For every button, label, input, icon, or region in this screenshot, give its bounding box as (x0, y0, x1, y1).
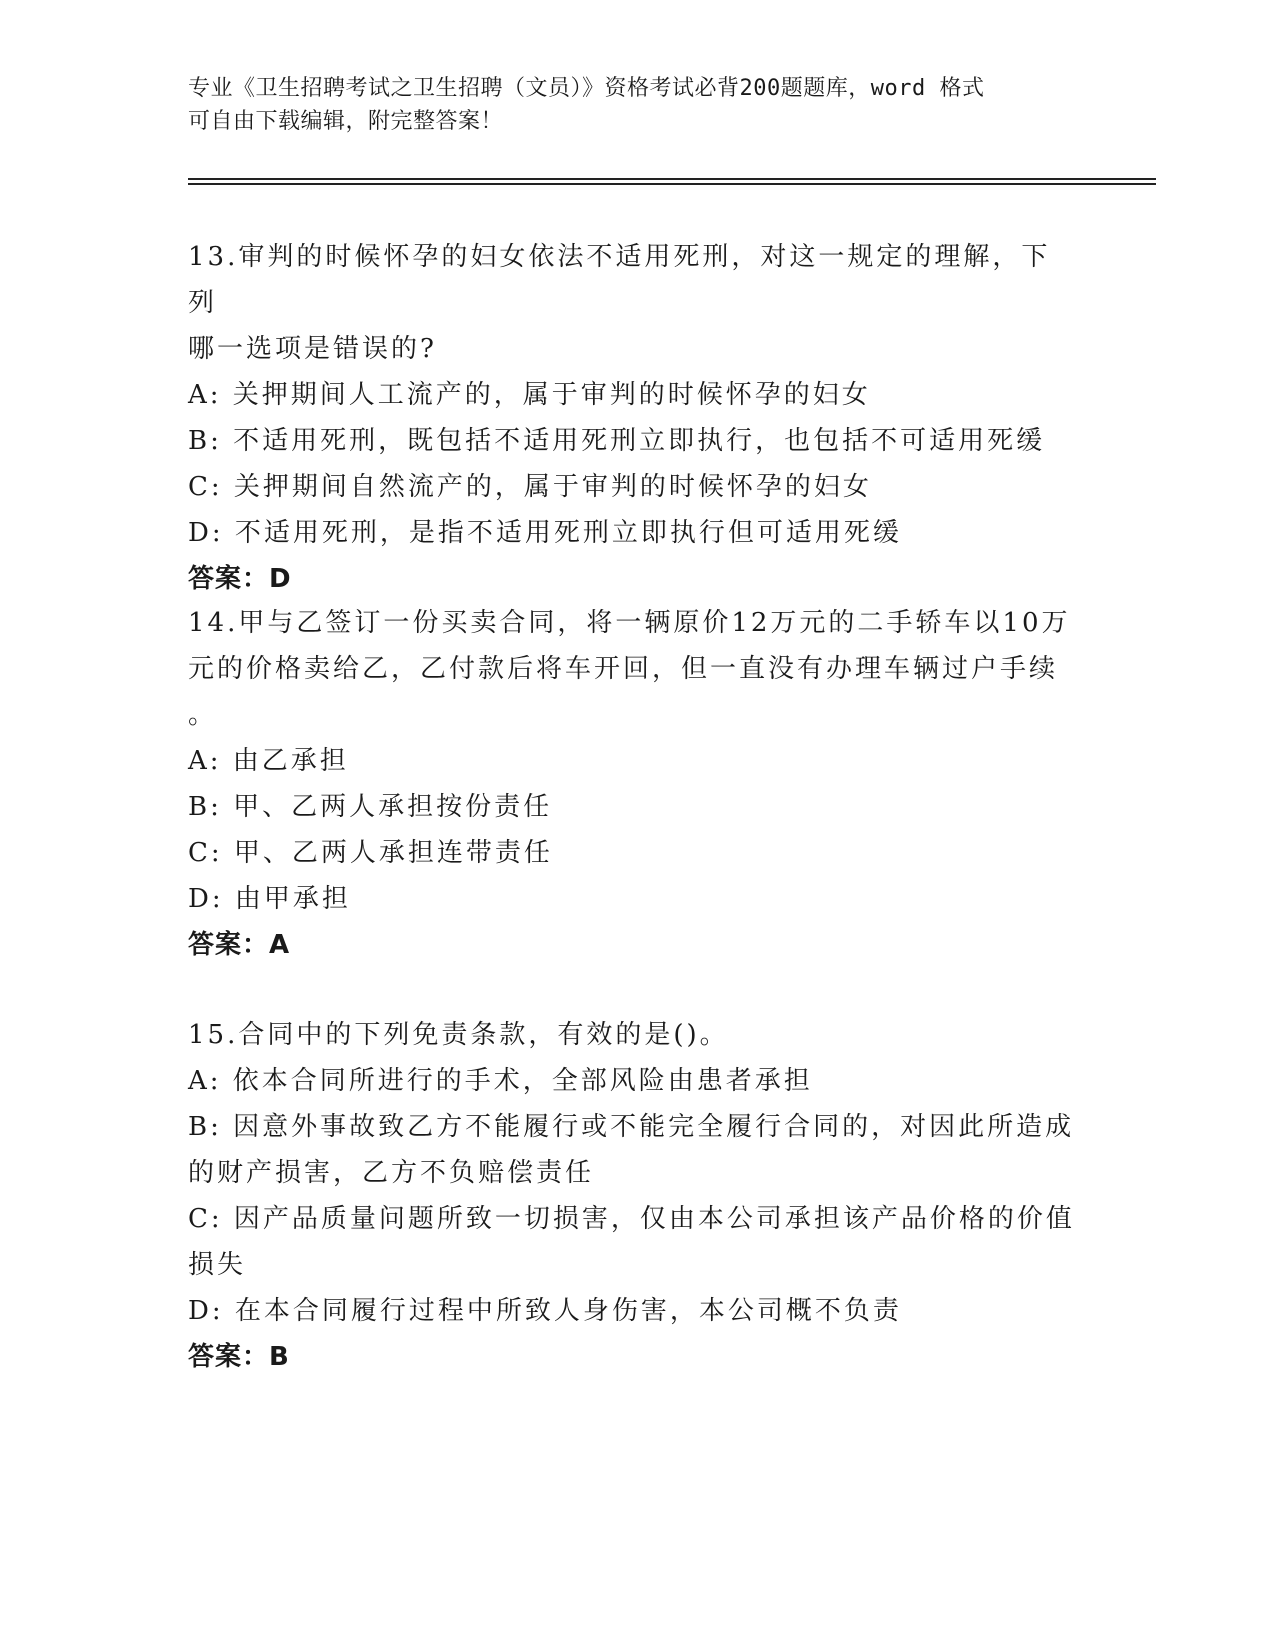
question-stem: 13.审判的时候怀孕的妇女依法不适用死刑，对这一规定的理解，下列 (188, 242, 1051, 318)
option-a: A: 由乙承担 (188, 746, 349, 776)
option-c: C: 因产品质量问题所致一切损害，仅由本公司承担该产品价格的价值 (188, 1204, 1075, 1234)
question-14 (188, 600, 1078, 968)
option-a: A: 依本合同所进行的手术，全部风险由患者承担 (188, 1066, 813, 1096)
option-c-continued: 损失 (188, 1250, 247, 1280)
answer-label: 答案：B (188, 1342, 290, 1372)
answer-label: 答案：A (188, 930, 291, 960)
header-divider-secondary (188, 183, 1156, 185)
option-a: A: 关押期间人工流产的，属于审判的时候怀孕的妇女 (188, 380, 871, 410)
option-d: D: 在本合同履行过程中所致人身伤害，本公司概不负责 (188, 1296, 902, 1326)
option-c: C: 关押期间自然流产的，属于审判的时候怀孕的妇女 (188, 472, 872, 502)
header-line-2: 可自由下载编辑，附完整答案！ (188, 109, 504, 134)
option-d: D: 不适用死刑，是指不适用死刑立即执行但可适用死缓 (188, 518, 902, 548)
option-d: D: 由甲承担 (188, 884, 351, 914)
question-15 (188, 1012, 1078, 1380)
option-b: B: 甲、乙两人承担按份责任 (188, 792, 553, 822)
question-stem: 15.合同中的下列免责条款，有效的是()。 (188, 1020, 729, 1050)
header-divider (188, 178, 1156, 180)
option-b-continued: 的财产损害，乙方不负赔偿责任 (188, 1158, 595, 1188)
header-line-1: 专业《卫生招聘考试之卫生招聘（文员）》资格考试必背200题题库，word 格式 (188, 76, 985, 101)
option-b: B: 不适用死刑，既包括不适用死刑立即执行，也包括不可适用死缓 (188, 426, 1046, 456)
question-stem: 。 (188, 700, 218, 730)
option-b: B: 因意外事故致乙方不能履行或不能完全履行合同的，对因此所造成 (188, 1112, 1075, 1142)
option-c: C: 甲、乙两人承担连带责任 (188, 838, 553, 868)
question-stem: 元的价格卖给乙，乙付款后将车开回，但一直没有办理车辆过户手续 (188, 654, 1059, 684)
question-13 (188, 234, 1078, 602)
question-stem: 哪一选项是错误的? (188, 334, 437, 364)
answer-label: 答案：D (188, 564, 292, 594)
document-header (188, 72, 1068, 138)
question-stem: 14.甲与乙签订一份买卖合同，将一辆原价12万元的二手轿车以10万 (188, 608, 1071, 638)
